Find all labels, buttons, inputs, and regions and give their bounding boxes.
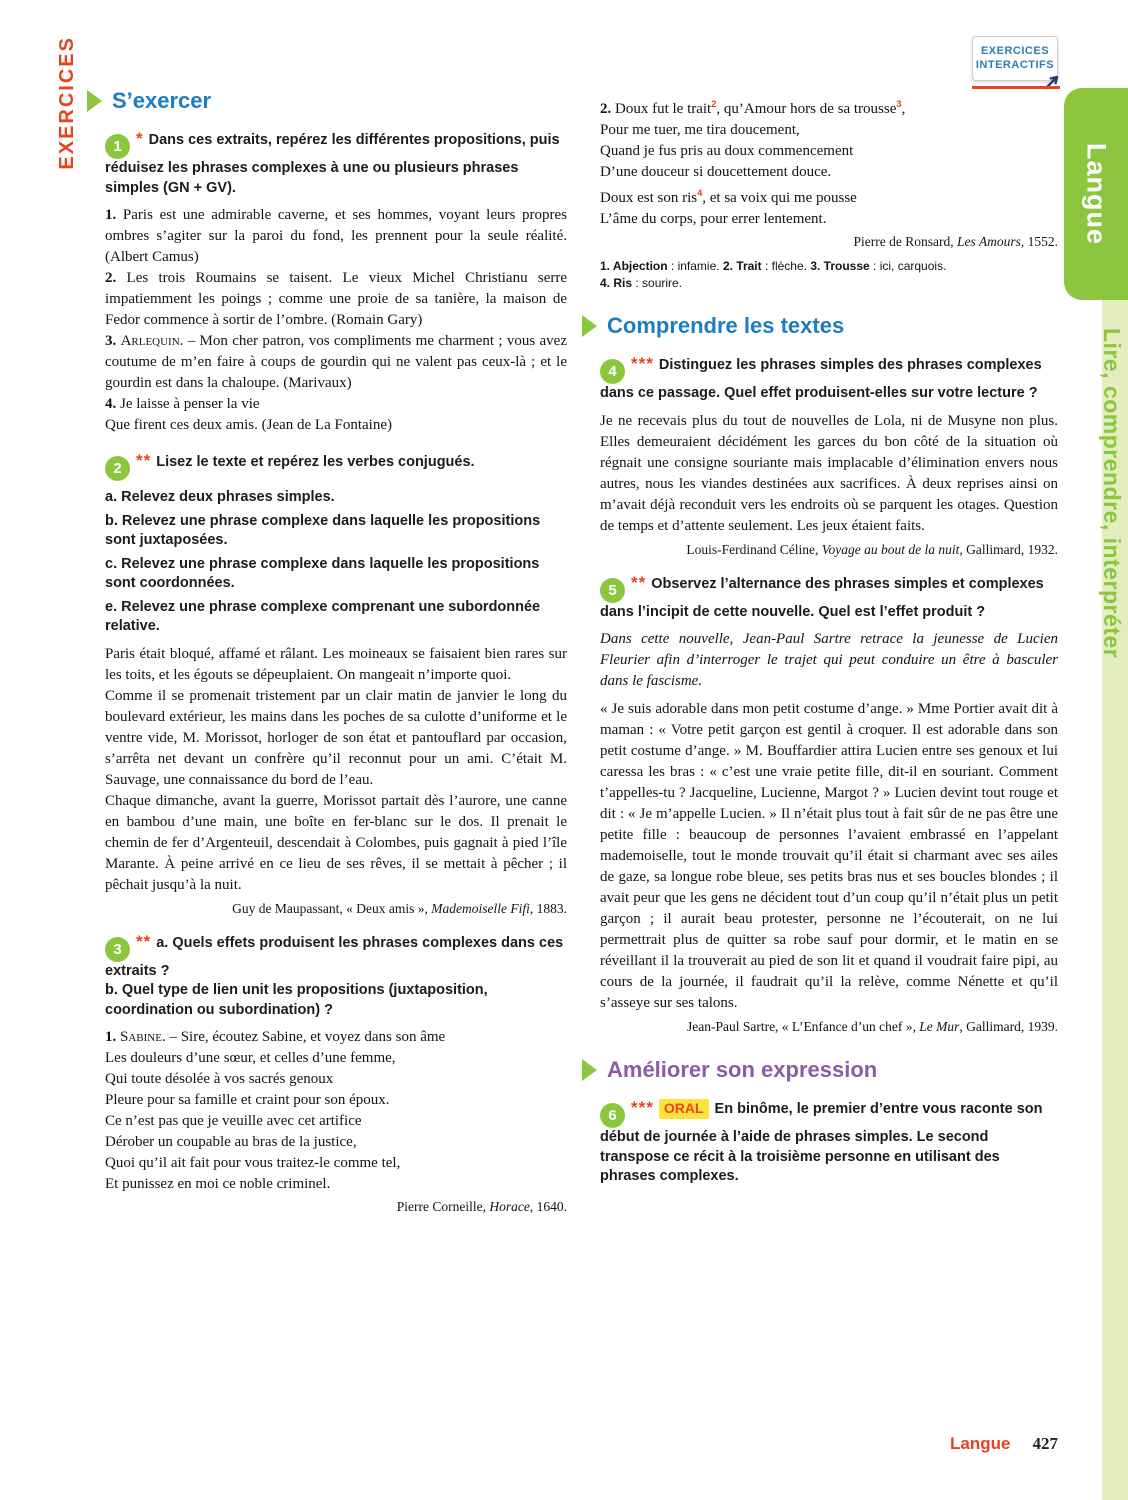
exercise-number-badge: 4 [600,359,625,384]
question-text: En binôme, le premier d’entre vous raconte son début de journée à l’aide de phrases simples. Le second transpose ce récit à la troisième personne en utilisant des phrases complexes. [600,1101,1043,1184]
question-text: Observez l’alternance des phrases simples et complexes dans l’incipit de cette nouvelle. Quel est l’effet produit ? [600,575,1044,620]
exercise-1-passage: 1. Paris est une admirable caverne, et ses hommes, voyant leurs propres ombres s’agiter sur la paroi du fond, les prennent pour la seule réalité. (Albert Camus) 2. Les trois Roumains se taisent. Le vieux Michel Christianu serre impatiemment les poings ; comme une proie de sa tanière, la maison de Fedor commence à sortir de l’ombre. (Romain Gary) 3. Arlequin. – Mon cher patron, vos compliments me charment ; vous avez coutume de m’en faire à coups de gourdin qui ne valent pas ceux-là ; et le gourdin est dans la chaloupe. (Marivaux) 4. Je laisse à penser la vie Que firent ces deux amis. (Jean de La Fontaine) [105,207,567,433]
question-text: Distinguez les phrases simples des phrases complexes dans ce passage. Quel effet produisent-elles sur votre lecture ? [600,357,1042,401]
exercise-6-question [600,1098,1058,1187]
exercise-1-question [105,129,567,198]
exercise-5-context-intro: Dans cette nouvelle, Jean-Paul Sartre retrace la jeunesse de Lucien Fleurier afin d’interroger le trajet qui peut conduire un être à basculer dans le fascisme. [600,631,1058,689]
source-attribution: Jean-Paul Sartre, « L’Enfance d’un chef », Le Mur, Gallimard, 1939. [686,1019,1058,1034]
passage-paragraph: Comme il se promenait tristement par un clair matin de janvier le long du boulevard extérieur, les mains dans les poches de sa culotte d’uniforme et le ventre vide, M. Morissot, horloger de son état et pantouflard par occasion, s’arrêta net devant un confrère qu’il reconnut pour un ami. C’était M. Sauvage, une connaissance du bord de l’eau. [105,687,567,788]
exercise-5-passage: « Je suis adorable dans mon petit costume d’ange. » Mme Portier avait dit à maman : « Votre petit garçon est gentil à croquer. Il est adorable dans son petit costume d’ange. » M. Bouffardier attira Lucien entre ses genoux et lui caressa les bras : « c’est une vraie petite fille, dit-il en souriant. Comment t’appelles-tu ? Jacqueline, Lucienne, Margot ? » Lucien devint tout rouge et dit : « Je m’appelle Lucien. » Il n’était plus tout à fait sûr de ne pas être une petite fille : beaucoup de personnes l’avaient embrassé en l’appelant mademoiselle, tout le monde trouvait qu’il était si charmant avec ses ailes de gaze, sa longue robe bleue, ses petits bras nus et ses boucles blondes ; il avait peur que les gens ne décident tout d’un coup qu’il n’était plus un petit garçon ; il aurait beau protester, personne ne l’écouterait, on ne lui permettrait plus de quitter sa robe sauf pour dormir, et le matin en se réveillant il la trouverait au pied de son lit et quand il voudrait faire pipi, au cours de la journée, il faudrait qu’il la relève, comme Nénette et qu’il s’asseye sur ses talons. [600,701,1058,1011]
question-text: Lisez le texte et repérez les verbes conjugués. [156,454,475,470]
interactive-exercises-badge[interactable] [972,36,1058,81]
page-footer [600,1434,1058,1454]
difficulty-stars: *** [631,1098,654,1117]
difficulty-stars: * [136,129,144,148]
exercise-2-question [105,451,567,481]
badge-line2: INTERACTIFS [975,59,1055,72]
chevron-right-icon [582,315,597,337]
badge-line1: EXERCICES [980,45,1050,57]
exercise-number-badge: 1 [105,134,130,159]
chevron-right-icon [582,1059,597,1081]
source-attribution: Guy de Maupassant, « Deux amis », Mademoiselle Fifi, 1883. [232,900,567,916]
footer-section-label: Langue [950,1434,1011,1453]
exercise-number-badge: 6 [600,1103,625,1128]
chapter-tab [1064,88,1128,300]
difficulty-stars: ** [631,572,647,592]
chapter-tab-label: Langue [1081,142,1112,245]
section-title: Améliorer son expression [607,1057,878,1082]
chapter-edge-label: EXERCICES [56,36,78,170]
oral-badge: ORAL [659,1099,709,1119]
difficulty-stars: ** [136,931,152,951]
exercise-3-poem-1: 1. Sabine. – Sire, écoutez Sabine, et voyez dans son âme Les douleurs d’une sœur, et celles d’une femme, Qui toute désolée à vos sacrés genoux Pleure pour sa famille et craint pour son époux. Ce n’est pas que je veuille avec cet artifice Dérober un coupable au bras de la justice, Quoi qu’il ait fait pour vous traitez-le comme tel, Et punissez en moi ce noble criminel. [105,1029,446,1192]
exercise-4-passage: Je ne recevais plus du tout de nouvelles de Lola, ni de Musyne non plus. Elles demeuraient décidément les garces du bon côté de la situation où régnait une consigne souriante mais implacable d’élimination envers nous autres, nous les viandes destinées aux sacrifices. À deux reprises ainsi on m’avait déjà reconduit vers les endroits où se parquent les otages. Question de temps et d’attente seulement. Les jeux étaient faits. [600,412,1058,534]
section-title: Comprendre les textes [607,313,845,338]
question-text: a. Quels effets produisent les phrases complexes dans ces extraits ? b. Quel type de lien unit les propositions (juxtaposition, coordination ou subordination) ? [105,934,564,1018]
exercise-2-passage [105,644,567,896]
exercise-4-question [600,354,1058,404]
passage-paragraph: Paris était bloqué, affamé et râlant. Les moineaux se faisaient bien rares sur les toits, et les égouts se dépeuplaient. On mangeait n’importe quoi. [105,645,567,683]
question-text: Dans ces extraits, repérez les différentes propositions, puis réduisez les phrases complexes à une ou plusieurs phrases simples (GN + GV). [105,132,560,196]
source-attribution: Pierre de Ronsard, Les Amours, 1552. [853,234,1058,249]
exercise-3-question [105,932,567,1021]
passage-paragraph: Chaque dimanche, avant la guerre, Morissot partait dès l’aurore, une canne en bambou d’une main, une boîte en fer-blanc sur le dos. Il prenait le chemin de fer d’Argenteuil, descendait à Colombes, puis gagnait à pied l’île Marante. À peine arrivé en ce lieu de ses rêves, il se mettait à pêcher ; il pêchait jusqu’à la nuit. [105,792,567,893]
source-attribution: Louis-Ferdinand Céline, Voyage au bout de la nuit, Gallimard, 1932. [686,541,1058,557]
page-number: 427 [1032,1434,1058,1453]
section-vertical-label: Lire, comprendre, interpréter [1099,328,1125,659]
exercise-number-badge: 5 [600,578,625,603]
exercise-3-poem-2: 2. Doux fut le trait$^2$, qu’Amour hors de sa trousse$^3$, Pour me tuer, me tira doucement, Quand je fus pris au doux commencement D’une douceur si doucettement douce. Doux est son ris$^4$, et sa voix qui me pousse L’âme du corps, pour errer lentement. [600,99,906,227]
left-column [105,84,567,1215]
sub-question-c: c. Relevez une phrase complexe dans laquelle les propositions sont coordonnées. [105,555,540,591]
right-column [600,88,1058,1194]
sub-question-e: e. Relevez une phrase complexe comprenant une subordonnée relative. [105,598,541,634]
difficulty-stars: ** [136,451,152,470]
exercise-number-badge: 2 [105,456,130,481]
difficulty-stars: *** [631,354,654,373]
section-title: S’exercer [112,88,212,113]
source-attribution: Pierre Corneille, Horace, 1640. [396,1199,567,1214]
vocabulary-notes: 1. Abjection : infamie. 2. Trait : flèche. 3. Trousse : ici, carquois. 4. Ris : sourire. [600,259,947,290]
section-header-comprendre [582,313,1058,339]
exercise-5-question [600,573,1058,623]
section-header-sexercer [87,88,567,114]
section-header-ameliorer [582,1057,1058,1083]
sub-question-b: b. Relevez une phrase complexe dans laquelle les propositions sont juxtaposées. [105,512,541,548]
sub-question-a: a. Relevez deux phrases simples. [105,489,335,505]
exercise-number-badge: 3 [105,937,130,962]
chevron-right-icon [87,90,102,112]
